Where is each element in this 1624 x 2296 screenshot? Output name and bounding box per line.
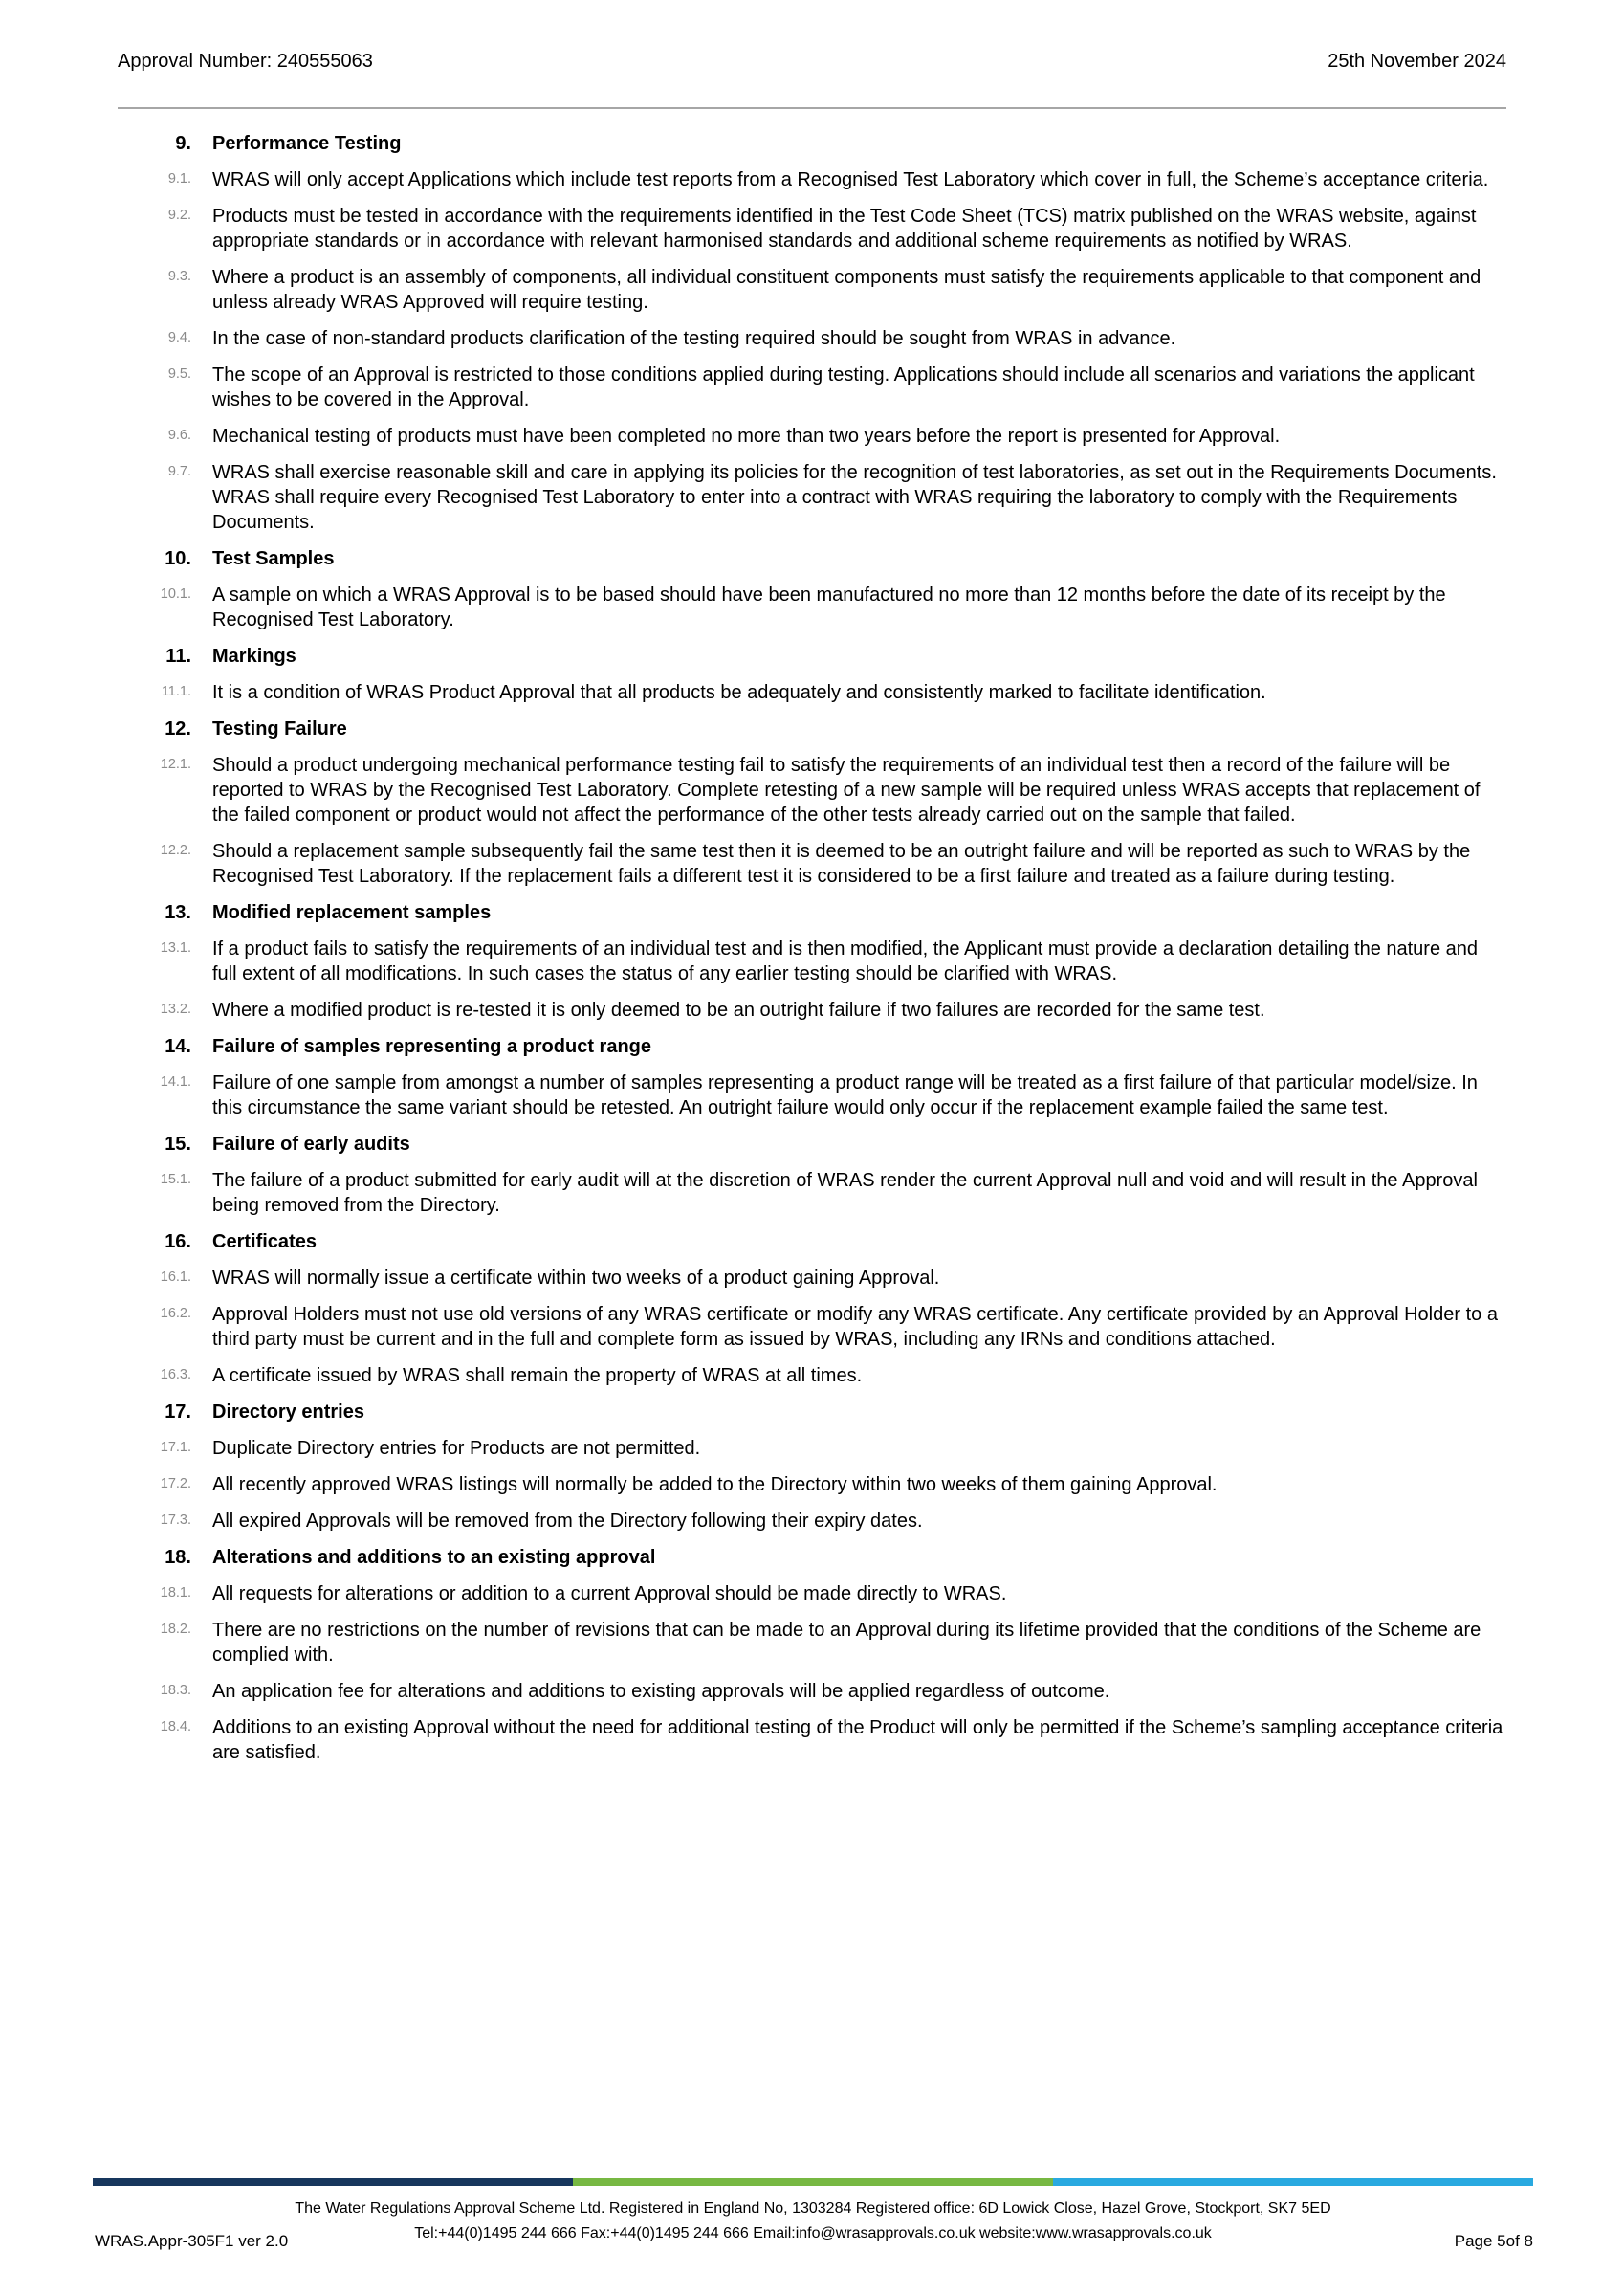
section-heading xyxy=(118,717,1506,741)
clause-number: 16.2. xyxy=(160,1306,191,1321)
clause-number: 18.1. xyxy=(160,1585,191,1601)
clause-number: 17.3. xyxy=(160,1512,191,1528)
clause-number: 10.1. xyxy=(160,586,191,602)
clause xyxy=(118,1436,1506,1461)
clause-text: Should a replacement sample subsequently fail the same test then it is deemed to be an outright failure and will be reported as such to WRAS by the Recognised Test Laboratory. If the replacement fails a different test it is considered to be a first failure and treated as a failure during testing. xyxy=(212,841,1471,887)
footer-company-info xyxy=(93,2197,1533,2246)
clause-number: 12.2. xyxy=(160,843,191,858)
section-heading xyxy=(118,1034,1506,1059)
clause xyxy=(118,753,1506,828)
clause-number: 18.4. xyxy=(160,1719,191,1734)
clause-number: 18.2. xyxy=(160,1622,191,1637)
clause xyxy=(118,1618,1506,1667)
clause-text: A certificate issued by WRAS shall remain the property of WRAS at all times. xyxy=(212,1365,863,1386)
clause xyxy=(118,1715,1506,1765)
clause xyxy=(118,204,1506,254)
clause-text: Duplicate Directory entries for Products are not permitted. xyxy=(212,1438,701,1459)
clause xyxy=(118,1168,1506,1218)
footer-bar-green-segment xyxy=(573,2178,1053,2186)
section-title: Failure of samples representing a product range xyxy=(212,1036,652,1057)
section-number: 10. xyxy=(165,548,191,569)
section-number: 13. xyxy=(165,902,191,923)
section-heading xyxy=(118,131,1506,156)
clause xyxy=(118,680,1506,705)
section-number: 18. xyxy=(165,1547,191,1568)
clause-text: Products must be tested in accordance with the requirements identified in the Test Code Sheet (TCS) matrix published on the WRAS website, against appropriate standards or in accordance with relevant harmonised standards and additional scheme requirements as notified by WRAS. xyxy=(212,206,1477,252)
clause-number: 18.3. xyxy=(160,1683,191,1698)
clause-text: If a product fails to satisfy the requirements of an individual test and is then modified, the Applicant must provide a declaration detailing the nature and full extent of all modifications. In such cases the status of any earlier testing should be clarified with WRAS. xyxy=(212,938,1479,984)
clause xyxy=(118,937,1506,986)
clause-text: The scope of an Approval is restricted to those conditions applied during testing. Applications should include all scenarios and variations the applicant wishes to be covered in the Approval. xyxy=(212,364,1475,410)
section-number: 9. xyxy=(175,133,191,154)
clause-number: 9.2. xyxy=(167,208,191,223)
header-divider xyxy=(118,107,1506,109)
clause-text: There are no restrictions on the number of revisions that can be made to an Approval during its lifetime provided that the conditions of the Scheme are complied with. xyxy=(212,1620,1481,1666)
footer-bar-blue-segment xyxy=(1053,2178,1533,2186)
clause-text: An application fee for alterations and additions to existing approvals will be applied regardless of outcome. xyxy=(212,1681,1110,1702)
section-heading xyxy=(118,644,1506,669)
clause-number: 13.1. xyxy=(160,940,191,956)
section-title: Directory entries xyxy=(212,1402,364,1423)
clause-number: 17.1. xyxy=(160,1440,191,1455)
section-heading xyxy=(118,546,1506,571)
section-title: Failure of early audits xyxy=(212,1134,410,1155)
section-number: 14. xyxy=(165,1036,191,1057)
section-heading xyxy=(118,1545,1506,1570)
clause xyxy=(118,265,1506,315)
clause-number: 9.6. xyxy=(167,428,191,443)
clause-number: 14.1. xyxy=(160,1074,191,1090)
clause-text: All requests for alterations or addition to a current Approval should be made directly to WRAS. xyxy=(212,1583,1007,1604)
clause-text: It is a condition of WRAS Product Approval that all products be adequately and consistently marked to facilitate identification. xyxy=(212,682,1266,703)
clause-text: The failure of a product submitted for early audit will at the discretion of WRAS render the current Approval null and void and will result in the Approval being removed from the Directory. xyxy=(212,1170,1478,1216)
clause xyxy=(118,1509,1506,1534)
section-number: 17. xyxy=(165,1402,191,1423)
footer-contact-line: Tel:+44(0)1495 244 666 Fax:+44(0)1495 244 666 Email:info@wrasapprovals.co.uk website:www.wrasapprovals.co.uk xyxy=(414,2225,1212,2241)
clause xyxy=(118,1472,1506,1497)
clause xyxy=(118,424,1506,449)
clause xyxy=(118,583,1506,632)
clause xyxy=(118,363,1506,412)
footer-company-line: The Water Regulations Approval Scheme Ltd. Registered in England No, 1303284 Registered office: 6D Lowick Close, Hazel Grove, Stockport, SK7 5ED xyxy=(295,2200,1331,2217)
section-title: Certificates xyxy=(212,1231,317,1252)
footer-color-bar xyxy=(93,2178,1533,2186)
footer-page-number: Page 5of 8 xyxy=(1454,2232,1533,2250)
clause-number: 16.3. xyxy=(160,1367,191,1382)
header-date: 25th November 2024 xyxy=(1328,51,1506,72)
section-title: Test Samples xyxy=(212,548,335,569)
section-number: 16. xyxy=(165,1231,191,1252)
page-header xyxy=(118,50,1506,73)
section-title: Performance Testing xyxy=(212,133,402,154)
clause-text: Approval Holders must not use old versions of any WRAS certificate or modify any WRAS certificate. Any certificate provided by an Approval Holder to a third party must be current and in the full and complete form as issued by WRAS, including any IRNs and conditions attached. xyxy=(212,1304,1498,1350)
section-number: 12. xyxy=(165,718,191,740)
section-title: Testing Failure xyxy=(212,718,347,740)
section-heading xyxy=(118,900,1506,925)
clause-number: 9.5. xyxy=(167,366,191,382)
clause-number: 11.1. xyxy=(161,684,191,699)
footer-bar-navy-segment xyxy=(93,2178,573,2186)
clause-number: 9.3. xyxy=(167,269,191,284)
section-number: 11. xyxy=(165,646,191,667)
clause-text: All recently approved WRAS listings will normally be added to the Directory within two weeks of them gaining Approval. xyxy=(212,1474,1218,1495)
clause-text: Mechanical testing of products must have been completed no more than two years before the report is presented for Approval. xyxy=(212,426,1281,447)
approval-number: Approval Number: 240555063 xyxy=(118,51,373,72)
clause-text: Additions to an existing Approval without the need for additional testing of the Product will only be permitted if the Scheme’s sampling acceptance criteria are satisfied. xyxy=(212,1717,1503,1763)
clause-number: 12.1. xyxy=(160,757,191,772)
clause xyxy=(118,460,1506,535)
clause xyxy=(118,1071,1506,1120)
clause-number: 15.1. xyxy=(160,1172,191,1187)
clause-text: In the case of non-standard products clarification of the testing required should be sought from WRAS in advance. xyxy=(212,328,1176,349)
clause-number: 13.2. xyxy=(160,1002,191,1017)
clause xyxy=(118,998,1506,1023)
section-number: 15. xyxy=(165,1134,191,1155)
section-title: Alterations and additions to an existing approval xyxy=(212,1547,656,1568)
clause xyxy=(118,1302,1506,1352)
clause xyxy=(118,326,1506,351)
section-heading xyxy=(118,1229,1506,1254)
clause-text: WRAS shall exercise reasonable skill and care in applying its policies for the recognition of test laboratories, as set out in the Requirements Documents. WRAS shall require every Recognised Test Laboratory to enter into a contract with WRAS requiring the laboratory to comply with the Requirements Documents. xyxy=(212,462,1497,533)
clause-number: 9.7. xyxy=(167,464,191,479)
section-title: Markings xyxy=(212,646,296,667)
clause-text: All expired Approvals will be removed from the Directory following their expiry dates. xyxy=(212,1511,923,1532)
clause-text: Should a product undergoing mechanical performance testing fail to satisfy the requirements of an individual test then a record of the failure will be reported to WRAS by the Recognised Test Laboratory. Complete retesting of a new sample will be required unless WRAS accepts that replacement of the failed component or product would not affect the performance of the other tests already carried out on the sample that failed. xyxy=(212,755,1481,826)
clause xyxy=(118,1679,1506,1704)
clause-text: Failure of one sample from amongst a number of samples representing a product range will be treated as a first failure of that particular model/size. In this circumstance the same variant should be retested. An outright failure would only occur if the replacement example failed the same test. xyxy=(212,1072,1478,1118)
clause xyxy=(118,839,1506,889)
clause-text: Where a product is an assembly of components, all individual constituent components must satisfy the requirements applicable to that component and unless already WRAS Approved will require testing. xyxy=(212,267,1481,313)
clause xyxy=(118,1266,1506,1291)
section-heading xyxy=(118,1400,1506,1424)
section-title: Modified replacement samples xyxy=(212,902,492,923)
section-heading xyxy=(118,1132,1506,1157)
clause-number: 16.1. xyxy=(160,1269,191,1285)
clause-text: WRAS will only accept Applications which include test reports from a Recognised Test Laboratory which cover in full, the Scheme’s acceptance criteria. xyxy=(212,169,1489,190)
clause-number: 17.2. xyxy=(160,1476,191,1491)
clause-text: Where a modified product is re-tested it is only deemed to be an outright failure if two failures are recorded for the same test. xyxy=(212,1000,1265,1021)
document-body xyxy=(118,130,1506,1777)
clause-text: WRAS will normally issue a certificate within two weeks of a product gaining Approval. xyxy=(212,1268,940,1289)
clause xyxy=(118,167,1506,192)
clause xyxy=(118,1363,1506,1388)
clause-text: A sample on which a WRAS Approval is to be based should have been manufactured no more than 12 months before the date of its receipt by the Recognised Test Laboratory. xyxy=(212,585,1446,630)
clause xyxy=(118,1581,1506,1606)
footer-doc-ref: WRAS.Appr-305F1 ver 2.0 xyxy=(95,2232,289,2250)
clause-number: 9.4. xyxy=(167,330,191,345)
clause-number: 9.1. xyxy=(167,171,191,187)
